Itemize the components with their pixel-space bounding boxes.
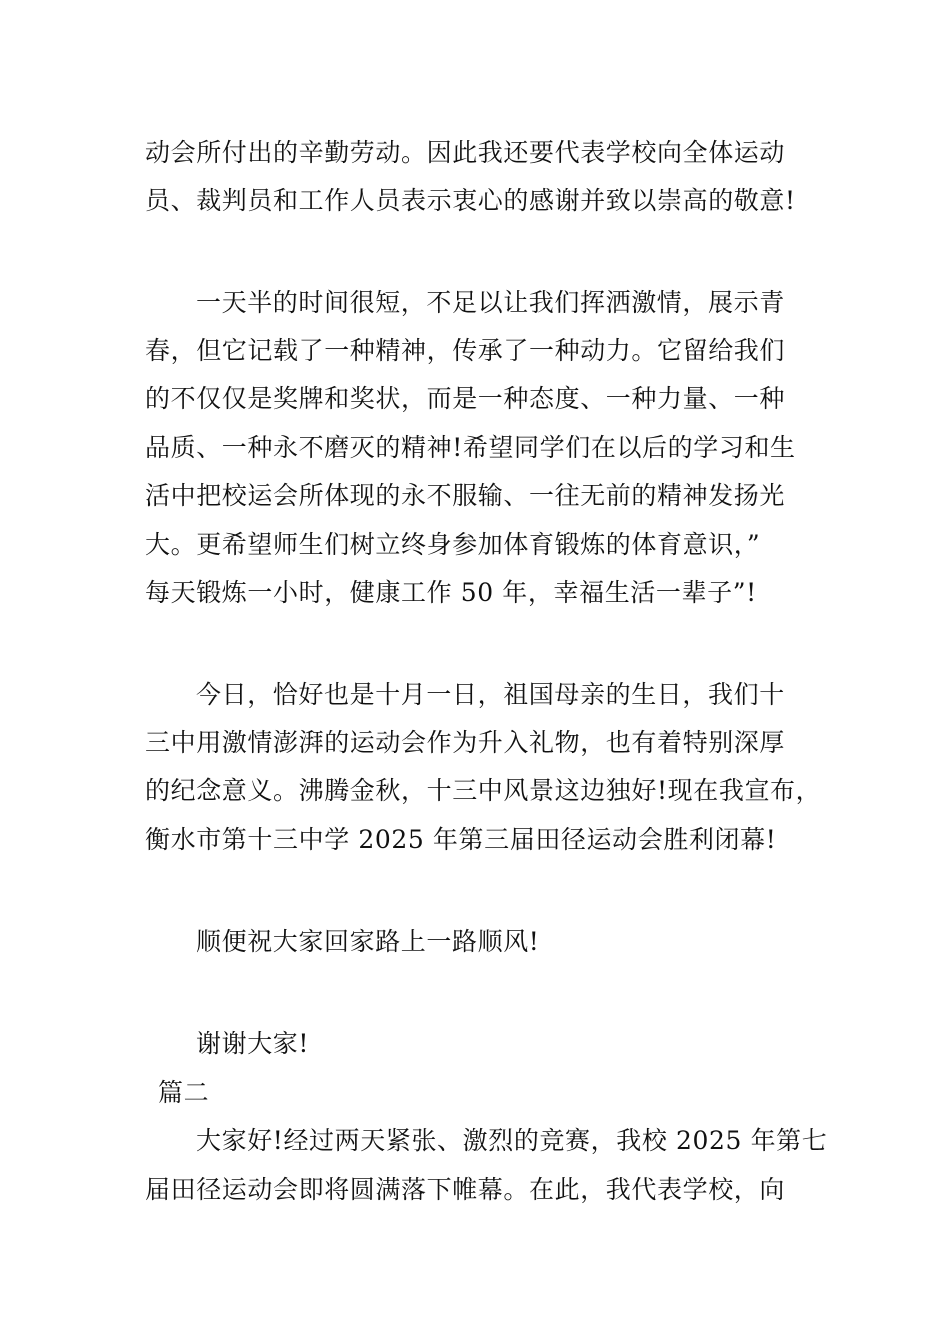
paragraph-line: 顺便祝大家回家路上一路顺风!	[196, 927, 540, 956]
paragraph-line: 的不仅仅是奖牌和奖状，而是一种态度、一种力量、一种	[145, 384, 786, 413]
paragraph-line: 衡水市第十三中学 2025 年第三届田径运动会胜利闭幕!	[145, 825, 777, 854]
paragraph-line: 谢谢大家!	[196, 1029, 310, 1058]
paragraph-line: 品质、一种永不磨灭的精神!希望同学们在以后的学习和生	[145, 433, 796, 462]
paragraph-line: 一天半的时间很短，不足以让我们挥洒激情，展示青	[196, 288, 785, 317]
paragraph-line: 大。更希望师生们树立终身参加体育锻炼的体育意识，”	[145, 530, 761, 559]
paragraph-line: 今日，恰好也是十月一日，祖国母亲的生日，我们十	[196, 680, 785, 709]
paragraph-line: 春，但它记载了一种精神，传承了一种动力。它留给我们	[145, 336, 786, 365]
paragraph-line: 活中把校运会所体现的永不服输、一往无前的精神发扬光	[145, 481, 786, 510]
paragraph-line: 三中用激情澎湃的运动会作为升入礼物，也有着特别深厚	[145, 728, 786, 757]
paragraph-line: 动会所付出的辛勤劳动。因此我还要代表学校向全体运动	[145, 138, 786, 167]
section-heading: 篇二	[158, 1078, 210, 1107]
paragraph-line: 大家好!经过两天紧张、激烈的竞赛，我校 2025 年第七	[196, 1126, 828, 1155]
paragraph-line: 每天锻炼一小时，健康工作 50 年，幸福生活一辈子”!	[145, 578, 757, 607]
paragraph-line: 的纪念意义。沸腾金秋，十三中风景这边独好!现在我宣布，	[145, 776, 822, 805]
paragraph-line: 员、裁判员和工作人员表示衷心的感谢并致以崇高的敬意!	[145, 186, 796, 215]
paragraph-line: 届田径运动会即将圆满落下帷幕。在此，我代表学校，向	[145, 1175, 786, 1204]
